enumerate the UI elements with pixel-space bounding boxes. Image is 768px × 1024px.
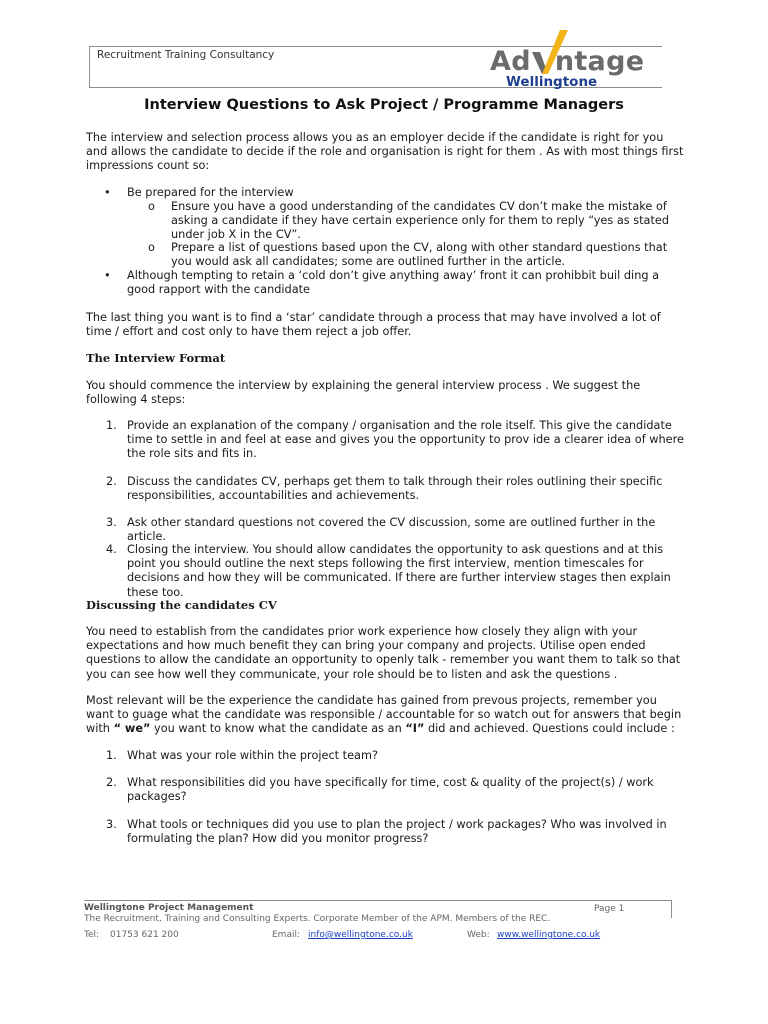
- step-item: Ask other standard questions not covered the CV discussion, some are outlined further in the article.: [127, 516, 656, 544]
- emphasis-i: “I”: [405, 722, 425, 736]
- advantage-logo: [486, 28, 664, 94]
- question-number: 1.: [106, 749, 117, 762]
- section-heading-cv: Discussing the candidates CV: [86, 598, 277, 612]
- footer-page-number: Page 1: [594, 904, 625, 914]
- footer-company: [84, 903, 253, 913]
- question-item: What responsibilities did you have specifically for time, cost & quality of the project(s) / work packages?: [127, 776, 654, 804]
- cv-paragraph-2-text: Most relevant will be the experience the candidate has gained from prevous projects, remember you want to guage what the candidate was responsible / accountable for so watch out for answers that begin with: [86, 694, 682, 736]
- footer-tel: 01753 621 200: [110, 930, 179, 940]
- footer-web-link[interactable]: www.wellingtone.co.uk: [497, 930, 601, 940]
- step-number: 3.: [106, 516, 117, 529]
- cv-paragraph-2-text: you want to know what the candidate as an: [150, 722, 406, 736]
- step-number: 4.: [106, 543, 117, 556]
- question-number: 3.: [106, 818, 117, 831]
- sub-bullet-question-list: Prepare a list of questions based upon the CV, along with other standard questions that you would ask all candidates; some are outlined further in the article.: [171, 241, 668, 269]
- consultancy-label: Recruitment Training Consultancy: [97, 49, 275, 61]
- sub-bullet-understand-cv: Ensure you have a good understanding of the candidates CV don’t make the mistake of asking a candidate if they have certain experience only for them to reply “yes as stated under job X in the CV”.: [171, 200, 670, 242]
- cv-paragraph-2-text: did and achieved. Questions could include :: [424, 722, 675, 736]
- step-item: Closing the interview. You should allow candidates the opportunity to ask questions and at this point you should outline the next steps following the first interview, mention timescales for decisions and how they will be communicated. If there are further interview stages then explain these too.: [127, 543, 671, 599]
- step-number: 1.: [106, 419, 117, 432]
- footer-tel-label: Tel:: [84, 930, 100, 940]
- cv-paragraph-1: You need to establish from the candidates prior work experience how closely they align with your expectations and how much benefit they can bring your company and projects. Utilise open ended questions to allow the candidate an opportunity to openly talk - remember you want them to talk so that you can see how well they communicate, your role should be to listen and ask the questions .: [86, 625, 681, 681]
- question-item: What tools or techniques did you use to plan the project / work packages? Who was involved in formulating the plan? How did you monitor progress?: [127, 818, 667, 846]
- format-intro: You should commence the interview by explaining the general interview process . We suggest the following 4 steps:: [86, 379, 641, 407]
- step-item: Discuss the candidates CV, perhaps get them to talk through their roles outlining their specific responsibilities, accountabilities and achievements.: [127, 475, 663, 503]
- section-heading-format: The Interview Format: [86, 351, 226, 365]
- cv-paragraph-2: [86, 694, 686, 737]
- footer-email-label: Email:: [272, 930, 301, 940]
- sub-bullet-marker: o: [148, 200, 155, 213]
- document-title: Interview Questions to Ask Project / Programme Managers: [144, 97, 624, 113]
- bullet-marker: •: [104, 269, 111, 282]
- bullet-prepared: Be prepared for the interview: [127, 186, 294, 199]
- footer-company-name: Wellingtone Project Management: [84, 903, 254, 913]
- footer-tagline: The Recruitment, Training and Consulting Experts. Corporate Member of the APM. Members of the REC.: [84, 914, 551, 924]
- logo-word-left: Ad: [490, 46, 531, 77]
- question-item: What was your role within the project team?: [127, 749, 378, 762]
- footer-divider-end: [671, 900, 672, 918]
- sub-bullet-marker: o: [148, 241, 155, 254]
- step-item: Provide an explanation of the company / organisation and the role itself. This give the candidate time to settle in and feel at ease and gives you the opportunity to prov ide a clearer idea of where the role sits and fits in.: [127, 419, 684, 461]
- emphasis-we: “ we”: [113, 722, 151, 736]
- intro-paragraph: The interview and selection process allows you as an employer decide if the candidate is right for you and allows the candidate to decide if the role and organisation is right for them . As with most things first impressions count so:: [86, 131, 684, 173]
- logo-word-right: ntage: [554, 46, 645, 77]
- logo-check-icon: [530, 28, 570, 78]
- question-number: 2.: [106, 776, 117, 789]
- bullet-rapport: Although tempting to retain a ‘cold don’t give anything away’ front it can prohibbit buil ding a good rapport with the candidate: [127, 269, 660, 297]
- step-number: 2.: [106, 475, 117, 488]
- bullet-marker: •: [104, 186, 111, 199]
- footer-email-link[interactable]: info@wellingtone.co.uk: [308, 930, 413, 940]
- footer-web-label: Web:: [467, 930, 490, 940]
- logo-subtitle: Wellingtone: [506, 74, 598, 90]
- footer-divider: [84, 900, 672, 901]
- star-candidate-paragraph: The last thing you want is to find a ‘star’ candidate through a process that may have involved a lot of time / effort and cost only to have them reject a job offer.: [86, 311, 661, 339]
